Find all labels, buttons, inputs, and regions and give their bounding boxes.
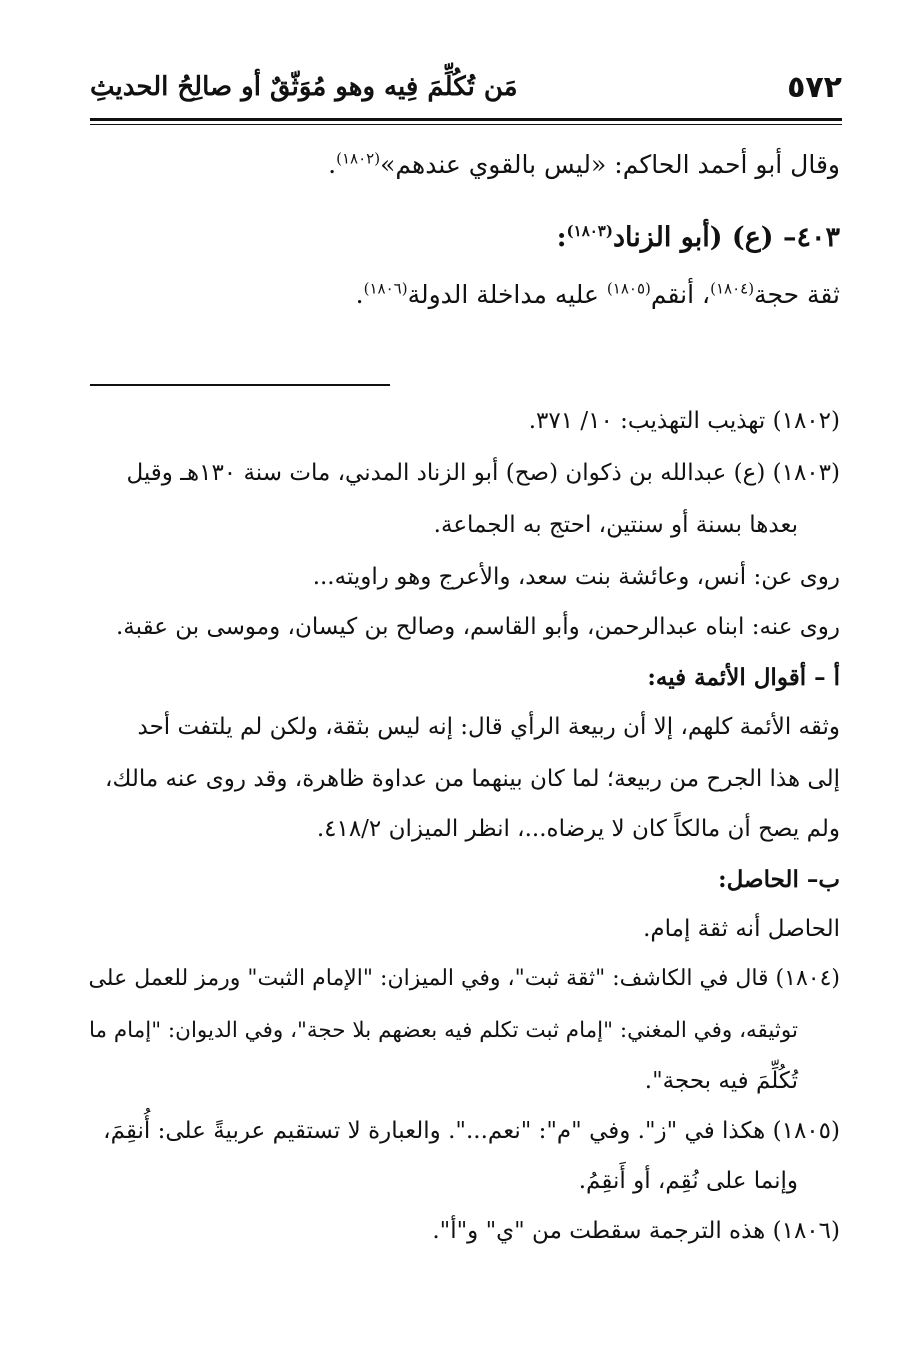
para-a-line3: ولم يصح أن مالكاً كان لا يرضاه...، انظر الميزان ٤١٨/٢. [316, 816, 840, 842]
main-line-hakim-end: . [328, 150, 337, 179]
footnote-1802: (١٨٠٢) تهذيب التهذيب: ١٠/ ٣٧١. [528, 408, 840, 434]
verdict-part-c: عليه مداخلة الدولة [407, 280, 607, 309]
entry-number: ٤٠٣– [782, 222, 840, 253]
para-b: الحاصل أنه ثقة إمام. [643, 916, 840, 942]
para-a-line2: إلى هذا الجرح من ربيعة؛ لما كان بينهما من عداوة ظاهرة، وقد روى عنه مالك، [105, 766, 840, 792]
entry-name: (ع) (أبو الزناد [612, 222, 783, 253]
main-line-hakim-text: وقال أبو أحمد الحاكم: «ليس بالقوي عندهم» [380, 150, 840, 179]
heading-conclusion: ب– الحاصل: [718, 866, 840, 893]
footnote-1803-line3: روى عن: أنس، وعائشة بنت سعد، والأعرج وهو راويته... [312, 564, 840, 590]
footnote-1803-line4: روى عنه: ابناه عبدالرحمن، وأبو القاسم، وصالح بن كيسان، وموسى بن عقبة. [115, 614, 840, 640]
footnote-1805-line1: (١٨٠٥) هكذا في "ز". وفي "م": "نعم...". والعبارة لا تستقيم عربيةً على: أُنقِمَ، [103, 1118, 840, 1144]
footnote-ref-1803: (١٨٠٣) [566, 222, 613, 240]
footnote-1804-line1: (١٨٠٤) قال في الكاشف: "ثقة ثبت"، وفي الميزان: "الإمام الثبت" ورمز للعمل على [88, 966, 840, 991]
verdict-end: . [355, 280, 364, 309]
footnote-1804-line2: توثيقه، وفي المغني: "إمام ثبت تكلم فيه بعضهم بلا حجة"، وفي الديوان: "إمام ما [88, 1018, 798, 1043]
footnote-ref-1806: (١٨٠٦) [363, 279, 408, 298]
footnote-ref-1802: (١٨٠٢) [336, 149, 381, 168]
footnotes-column [80, 0, 840, 1365]
footnote-1805-line2: وإنما على نُقِم، أو أَنقِمُ. [578, 1168, 798, 1194]
footnote-1804-line3: تُكُلِّمَ فيه بحجة". [644, 1068, 798, 1094]
verdict-part-b: ، أنقم [650, 280, 711, 309]
entry-heading-end: : [556, 222, 567, 253]
para-a-line1: وثقه الأئمة كلهم، إلا أن ربيعة الرأي قال: إنه ليس بثقة، ولكن لم يلتفت أحد [137, 714, 840, 740]
running-title: مَن تُكُلِّمَ فِيه وهو مُوَثّقٌ أو صالِحُ الحديثِ [90, 72, 518, 102]
page-number: ٥٧٢ [787, 70, 842, 105]
verdict-part-a: ثقة حجة [754, 280, 840, 309]
footnote-1803-line1: (١٨٠٣) (ع) عبدالله بن ذكوان (صح) أبو الزناد المدني، مات سنة ١٣٠هـ وقيل [126, 460, 840, 486]
footnote-ref-1804: (١٨٠٤) [710, 279, 755, 298]
footnote-ref-1805: (١٨٠٥) [606, 279, 651, 298]
footnote-1803-line2: بعدها بسنة أو سنتين، احتج به الجماعة. [433, 512, 798, 538]
footnote-1806: (١٨٠٦) هذه الترجمة سقطت من "ي" و"أ". [432, 1218, 840, 1244]
heading-imams-statements: أ – أقوال الأئمة فيه: [647, 664, 840, 691]
